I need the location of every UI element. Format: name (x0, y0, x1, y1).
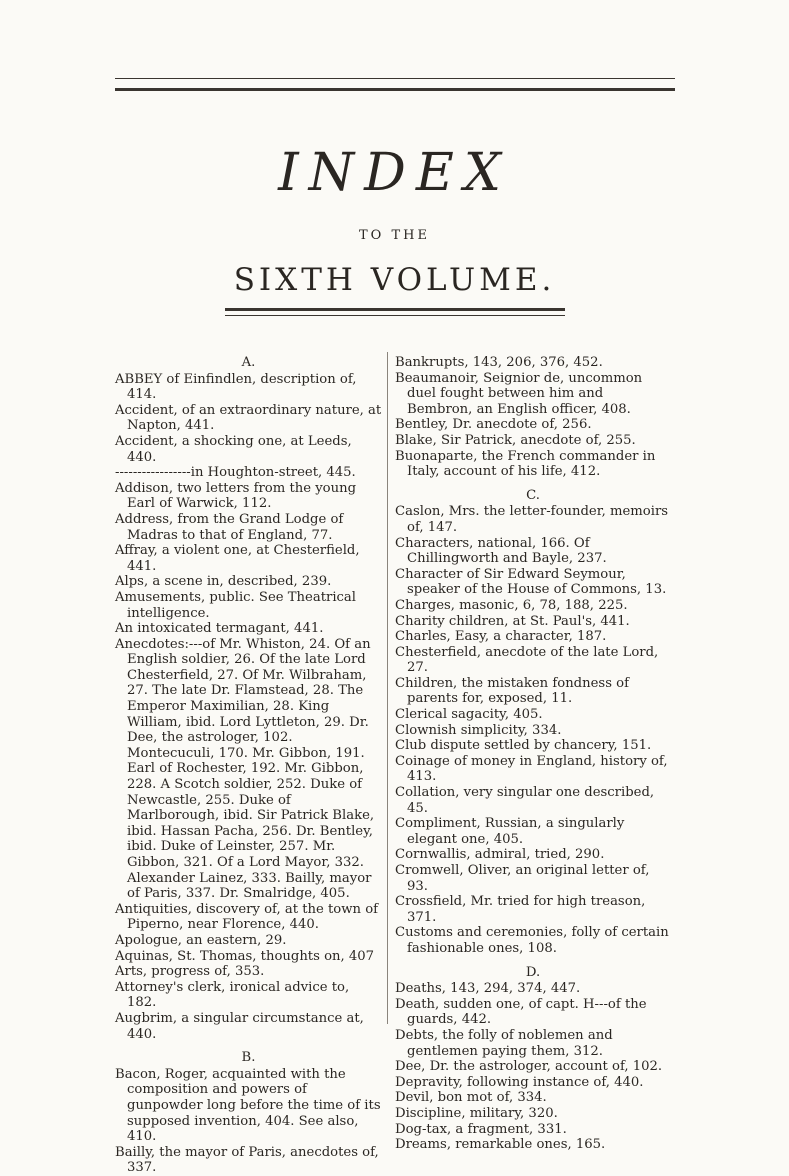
section-letter: A. (241, 355, 256, 370)
index-entry: Cromwell, Oliver, an original letter of, 93. (395, 863, 650, 894)
index-entry: Coinage of money in England, history of, 413. (395, 753, 668, 785)
index-entry: Death, sudden one, of capt. H---of the guards, 442. (395, 996, 647, 1028)
index-entry: Bentley, Dr. anecdote of, 256. (395, 417, 592, 433)
section-letter: B. (241, 1050, 256, 1066)
index-entry: Arts, progress of, 353. (115, 964, 265, 980)
index-entry: Bacon, Roger, acquainted with the composition and powers of gunpowder long before the time of its supposed invention, 404. See also, 410. (115, 1066, 381, 1145)
index-entry: Dog-tax, a fragment, 331. (395, 1121, 567, 1137)
index-entry: Bailly, the mayor of Paris, anecdotes of, 337. (115, 1144, 379, 1176)
index-entry: Dreams, remarkable ones, 165. (395, 1137, 606, 1153)
index-entry: Addison, two letters from the young Earl of Warwick, 112. (115, 480, 357, 512)
index-entry: Anecdotes:---of Mr. Whiston, 24. Of an English soldier, 26. Of the late Lord Chesterfield, 27. Of Mr. Wilbraham, 27. The late Dr. Flamstead, 28. The Emperor Maximilian, 28. King William, ibid. Lord Lyttleton, 29. Dr. Dee, the astrologer, 102. Montecuculi, 170. Mr. Gibbon, 191. Earl of Rochester, 192. Mr. Gibbon, 228. A Scotch soldier, 252. Duke of Newcastle, 255. Duke of Marlborough, ibid. Sir Patrick Blake, ibid. Hassan Pacha, 256. Dr. Bentley, ibid. Duke of Leinster, 257. Mr. Gibbon, 321. Of a Lord Mayor, 332. Alexander Lainez, 333. Bailly, mayor of Paris, 337. Dr. Smalridge, 405. (115, 636, 375, 902)
index-entry: Character of Sir Edward Seymour, speaker of the House of Commons, 13. (395, 566, 667, 598)
index-right-column (395, 355, 671, 1153)
index-entry: Beaumanoir, Seignior de, uncommon duel fought between him and Bembron, an English officer, 408. (395, 370, 643, 417)
subtitle-rule-thick (225, 308, 565, 311)
section-spacer (395, 957, 671, 965)
index-entry: Customs and ceremonies, folly of certain fashionable ones, 108. (395, 925, 669, 956)
index-entry: Bankrupts, 143, 206, 376, 452. (395, 355, 603, 370)
index-left-column (115, 355, 382, 1176)
index-entry: -----------------in Houghton-street, 445. (115, 465, 356, 481)
index-entry: ABBEY of Einfindlen, description of, 414. (115, 371, 357, 403)
top-rule-thin (115, 78, 675, 79)
title-connector: TO THE (359, 228, 430, 243)
index-entry: Affray, a violent one, at Chesterfield, 441. (115, 543, 360, 574)
index-entry: Discipline, military, 320. (395, 1105, 558, 1121)
index-entry: Address, from the Grand Lodge of Madras to that of England, 77. (115, 511, 344, 543)
index-entry: Debts, the folly of noblemen and gentlemen paying them, 312. (395, 1027, 613, 1059)
index-entry: Amusements, public. See Theatrical intelligence. (115, 589, 357, 621)
top-rule-thick (115, 88, 675, 91)
index-entry: Dee, Dr. the astrologer, account of, 102. (395, 1059, 663, 1075)
section-spacer (395, 480, 671, 488)
volume-subtitle: SIXTH VOLUME. (233, 262, 556, 298)
index-entry: Devil, bon mot of, 334. (395, 1090, 547, 1106)
index-entry: Antiquities, discovery of, at the town of Piperno, near Florence, 440. (115, 901, 379, 933)
page-title: INDEX (278, 143, 511, 203)
index-entry: Compliment, Russian, a singularly elegant one, 405. (395, 816, 625, 847)
index-entry: Blake, Sir Patrick, anecdote of, 255. (395, 432, 636, 448)
index-entry: Caslon, Mrs. the letter-founder, memoirs of, 147. (395, 504, 669, 535)
index-entry: Accident, a shocking one, at Leeds, 440. (115, 433, 352, 465)
index-entry: Deaths, 143, 294, 374, 447. (395, 981, 581, 997)
index-entry: Crossfield, Mr. tried for high treason, 371. (395, 894, 646, 925)
index-entry: Charity children, at St. Paul's, 441. (395, 613, 630, 629)
index-entry: Alps, a scene in, described, 239. (115, 574, 332, 590)
index-entry: Aquinas, St. Thomas, thoughts on, 407 (115, 948, 375, 964)
index-entry: Accident, of an extraordinary nature, at Napton, 441. (115, 402, 382, 434)
index-entry: Attorney's clerk, ironical advice to, 182. (115, 979, 350, 1011)
index-entry: Clownish simplicity, 334. (395, 722, 562, 738)
section-letter: C. (526, 487, 540, 503)
index-entry: Characters, national, 166. Of Chillingworth and Bayle, 237. (395, 535, 607, 567)
index-entry: Apologue, an eastern, 29. (115, 932, 287, 948)
index-entry: Buonaparte, the French commander in Italy, account of his life, 412. (395, 448, 656, 480)
section-spacer (115, 1042, 382, 1050)
subtitle-rule-thin (225, 315, 565, 316)
index-entry: Collation, very singular one described, 45. (395, 785, 655, 816)
index-entry: Augbrim, a singular circumstance at, 440. (115, 1010, 364, 1042)
section-letter: D. (525, 964, 541, 980)
index-entry: Club dispute settled by chancery, 151. (395, 738, 652, 754)
index-entry: Cornwallis, admiral, tried, 290. (395, 847, 605, 863)
index-entry: Children, the mistaken fondness of parents for, exposed, 11. (395, 675, 629, 707)
index-entry: Charles, Easy, a character, 187. (395, 629, 607, 645)
index-entry: Depravity, following instance of, 440. (395, 1074, 644, 1090)
index-entry: An intoxicated termagant, 441. (115, 621, 324, 637)
index-entry: Clerical sagacity, 405. (395, 707, 543, 723)
index-entry: Charges, masonic, 6, 78, 188, 225. (395, 597, 628, 613)
index-entry: Chesterfield, anecdote of the late Lord, 27. (395, 644, 659, 676)
column-divider (387, 352, 388, 1024)
